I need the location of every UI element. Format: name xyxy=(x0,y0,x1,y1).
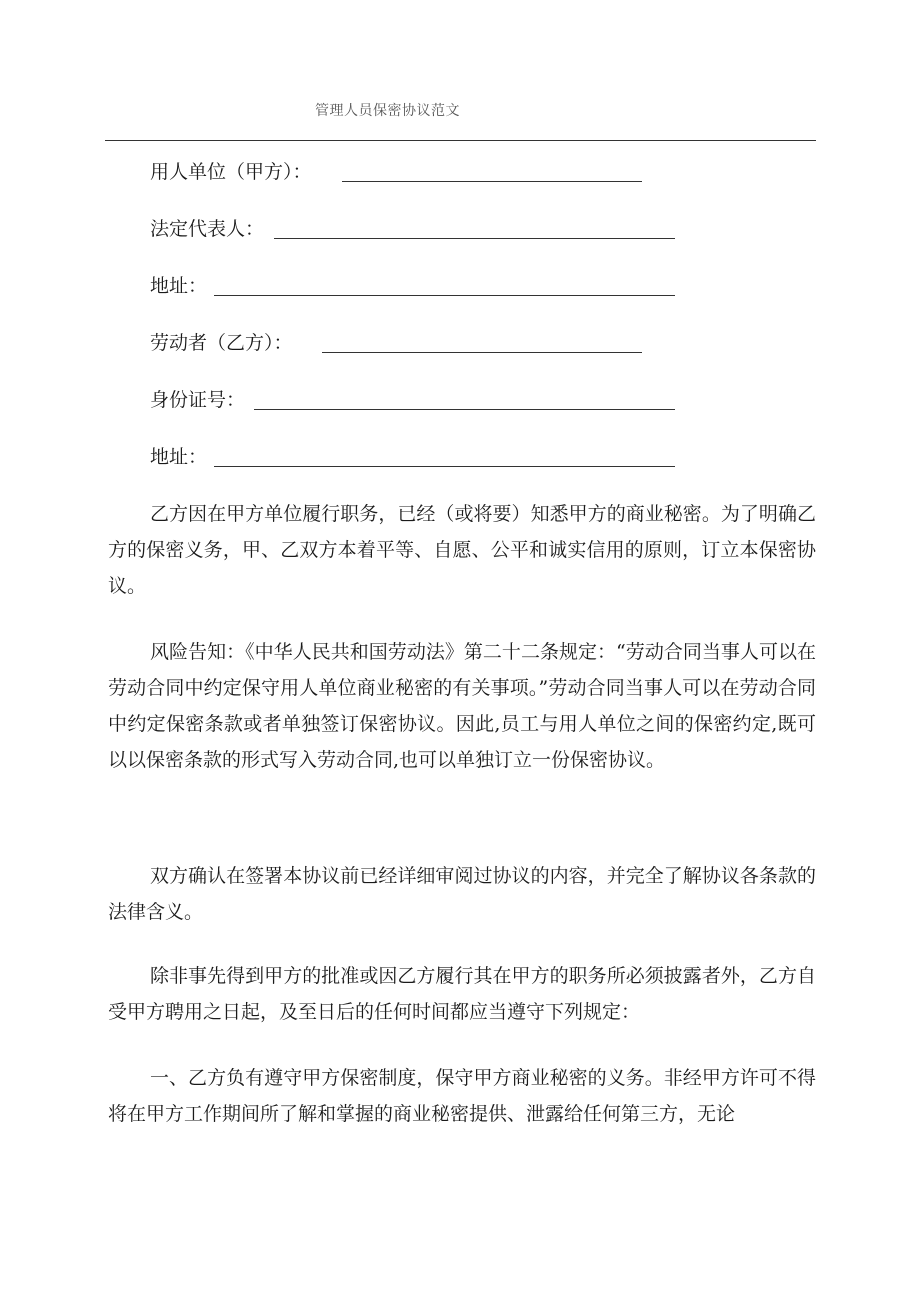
fill-in-line xyxy=(322,352,642,353)
header-divider xyxy=(105,140,816,141)
field-label: 地址： xyxy=(150,275,208,297)
field-label: 用人单位（甲方）： xyxy=(150,161,312,183)
field-label: 劳动者（乙方）： xyxy=(150,332,293,354)
fill-in-line xyxy=(254,409,675,410)
paragraph-scope: 除非事先得到甲方的批准或因乙方履行其在甲方的职务所必须披露者外，乙方自受甲方聘用之日起，及至日后的任何时间都应当遵守下列规定： xyxy=(108,965,816,1023)
paragraph-purpose: 乙方因在甲方单位履行职务，已经（或将要）知悉甲方的商业秘密。为了明确乙方的保密义务，甲、乙双方本着平等、自愿、公平和诚实信用的原则，订立本保密协议。 xyxy=(108,503,816,597)
field-label: 地址： xyxy=(150,446,208,468)
page-header-title: 管理人员保密协议范文 xyxy=(315,103,460,119)
fill-in-line xyxy=(214,466,675,467)
fill-in-line xyxy=(342,181,642,182)
field-label: 身份证号： xyxy=(150,389,246,411)
field-label: 法定代表人： xyxy=(150,218,265,240)
fill-in-line xyxy=(214,295,675,296)
paragraph-risk-notice: 风险告知：《中华人民共和国劳动法》第二十二条规定：“劳动合同当事人可以在劳动合同中约定保守用人单位商业秘密的有关事项。”劳动合同当事人可以在劳动合同中约定保密条款或者单独签订保密协议。因此,员工与用人单位之间的保密约定,既可以以保密条款的形式写入劳动合同,也可以单独订立一份保密协议。 xyxy=(108,641,816,771)
fill-in-line xyxy=(274,238,675,239)
paragraph-clause-one: 一、乙方负有遵守甲方保密制度，保守甲方商业秘密的义务。非经甲方许可不得将在甲方工作期间所了解和掌握的商业秘密提供、泄露给任何第三方，无论 xyxy=(108,1067,816,1125)
paragraph-confirmation: 双方确认在签署本协议前已经详细审阅过协议的内容，并完全了解协议各条款的法律含义。 xyxy=(108,865,816,923)
